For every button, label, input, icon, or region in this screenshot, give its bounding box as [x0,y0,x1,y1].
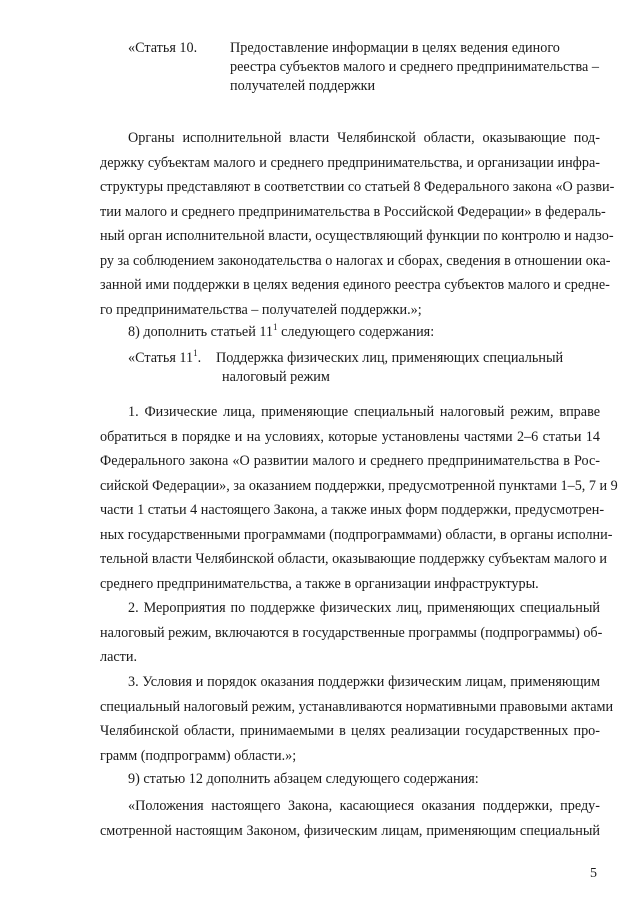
paragraph-line: ный орган исполнительной власти, осуществляющий функции по контролю и надзо- [100,228,614,244]
article-10-title-line: реестра субъектов малого и среднего предпринимательства – [230,59,599,75]
paragraph-line: структуры представляют в соответствии со статьей 8 Федерального закона «О разви- [100,179,615,195]
article-10-number: «Статья 10. [128,40,198,56]
article-11-part-1 [100,400,618,596]
paragraph-line: Федерального закона «О развитии малого и среднего предпринимательства в Рос- [100,453,600,469]
paragraph-line: грамм (подпрограмм) области.»; [100,747,297,764]
article-11-title [216,349,563,387]
paragraph-line: держку субъектам малого и среднего предпринимательства, и организации инфра- [100,154,600,171]
article-12-addition [100,794,600,843]
article-11-superscript: 1 [193,348,198,358]
article-10-title [230,39,599,96]
paragraph-line: ласти. [100,649,138,665]
item-8-superscript: 1 [273,322,278,332]
paragraph-line: ру за соблюдением законодательства о налогах и сборах, сведения в отношении ока- [100,252,611,269]
paragraph-line: ных государственными программами (подпрограммами) области, в органы исполни- [100,526,613,543]
paragraph-line: тельной власти Челябинской области, оказывающие поддержку субъектам малого и [100,551,607,567]
article-11-part-3 [100,670,614,768]
article-11-title-line: Поддержка физических лиц, применяющих специальный [216,350,564,366]
article-10-title-line: получателей поддержки [230,78,376,94]
article-11-dot: . [197,350,202,366]
article-11-part-2 [100,596,603,670]
paragraph-line: среднего предпринимательства, а также в организации инфраструктуры. [100,575,539,592]
paragraph-line: Органы исполнительной власти Челябинской области, оказывающие под- [128,130,600,146]
paragraph-line: 2. Мероприятия по поддержке физических лиц, применяющих специальный [128,600,600,616]
article-11-number-text: «Статья 11 [128,350,194,366]
paragraph-line: специальный налоговый режим, устанавливаются нормативными правовыми актами [100,698,614,715]
article-10-paragraph [100,126,615,322]
paragraph-line: 1. Физические лица, применяющие специальный налоговый режим, вправе [128,404,600,420]
article-11-number [128,349,201,368]
paragraph-line: смотренной настоящим Законом, физическим лицам, применяющим специальный [100,822,600,839]
page-number: 5 [590,866,597,881]
paragraph-line: обратиться в порядке и на условиях, которые установлены частями 2–6 статьи 14 [100,428,600,445]
item-8 [128,320,434,345]
article-11-title-line: налоговый режим [222,369,330,385]
item-8-tail: следующего содержания: [277,324,435,340]
paragraph-line: занной ими поддержки в целях ведения единого реестра субъектов малого и средне- [100,277,610,293]
item-8-text: 8) дополнить статьей 11 [128,324,274,340]
paragraph-line: «Положения настоящего Закона, касающиеся оказания поддержки, преду- [128,798,600,814]
article-10-title-line: Предоставление информации в целях ведения единого [230,40,560,56]
paragraph-line: сийской Федерации», за оказанием поддержки, предусмотренной пунктами 1–5, 7 и 9 [100,477,618,494]
paragraph-line: Челябинской области, принимаемыми в целях реализации государственных про- [100,723,600,739]
item-9: 9) статью 12 дополнить абзацем следующего содержания: [128,771,479,787]
paragraph-line: части 1 статьи 4 настоящего Закона, а также иных форм поддержки, предусмотрен- [100,502,605,518]
paragraph-line: налоговый режим, включаются в государственные программы (подпрограммы) об- [100,624,603,641]
paragraph-line: 3. Условия и порядок оказания поддержки физическим лицам, применяющим [128,674,600,690]
paragraph-line: тии малого и среднего предпринимательства в Российской Федерации» в федераль- [100,203,606,220]
paragraph-line: го предпринимательства – получателей поддержки.»; [100,301,422,318]
